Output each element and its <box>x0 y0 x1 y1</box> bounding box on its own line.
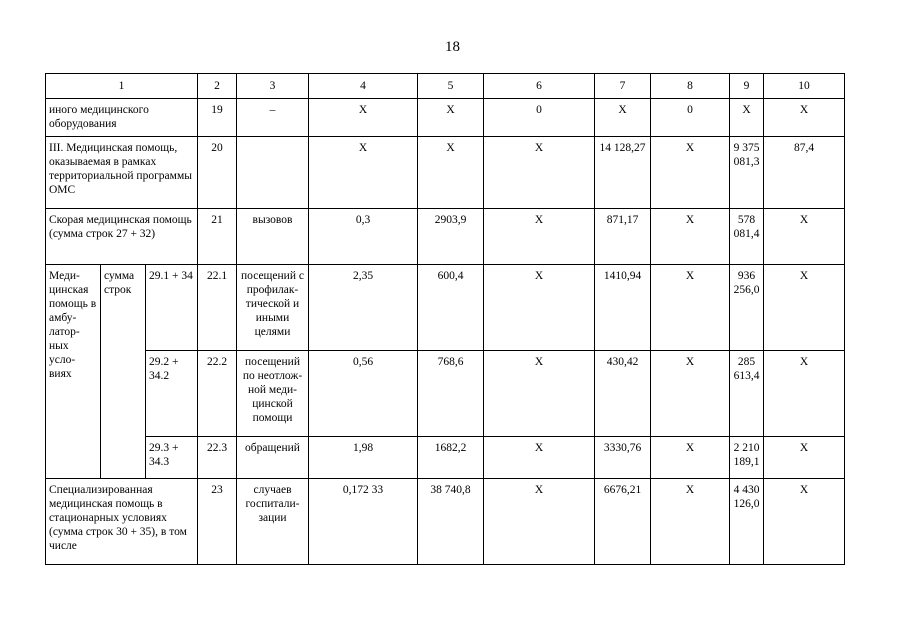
row-sum-ref: 29.2 + 34.2 <box>146 351 198 437</box>
row-line-number: 21 <box>198 209 237 265</box>
header-cell-5: 5 <box>418 74 484 99</box>
cell-col-9: 2 210 189,1 <box>730 437 764 479</box>
cell-col-5: 1682,2 <box>418 437 484 479</box>
cell-col-4: 0,3 <box>309 209 418 265</box>
cell-col-10: 87,4 <box>764 137 845 209</box>
cell-col-8: X <box>651 437 730 479</box>
table-row-22-2 <box>46 351 845 437</box>
cell-col-9: X <box>730 99 764 137</box>
cell-col-5: 38 740,8 <box>418 479 484 565</box>
row-sum-ref: 29.3 + 34.3 <box>146 437 198 479</box>
cell-col-4: X <box>309 99 418 137</box>
row-name: III. Медицинская помощь, оказываемая в рамках территориальной программы ОМС <box>46 137 198 209</box>
row-line-number: 19 <box>198 99 237 137</box>
row-line-number: 22.3 <box>198 437 237 479</box>
row-unit: случаев госпитали-зации <box>237 479 309 565</box>
cell-col-6: X <box>484 137 595 209</box>
row-line-number: 22.1 <box>198 265 237 351</box>
table-row-22-3 <box>46 437 845 479</box>
row-line-number: 22.2 <box>198 351 237 437</box>
header-cell-6: 6 <box>484 74 595 99</box>
table-row-21 <box>46 209 845 265</box>
row-sum-ref: 29.1 + 34 <box>146 265 198 351</box>
row-unit: посещений по неотлож-ной меди-цинской помощи <box>237 351 309 437</box>
cell-col-10: X <box>764 437 845 479</box>
table-row-20 <box>46 137 845 209</box>
header-cell-9: 9 <box>730 74 764 99</box>
header-cell-2: 2 <box>198 74 237 99</box>
header-cell-10: 10 <box>764 74 845 99</box>
row-unit <box>237 137 309 209</box>
cell-col-10: X <box>764 479 845 565</box>
cell-col-9: 285 613,4 <box>730 351 764 437</box>
header-cell-3: 3 <box>237 74 309 99</box>
cell-col-6: X <box>484 265 595 351</box>
cell-col-6: X <box>484 209 595 265</box>
cell-col-7: 14 128,27 <box>595 137 651 209</box>
cell-col-9: 4 430 126,0 <box>730 479 764 565</box>
cell-col-4: 0,56 <box>309 351 418 437</box>
cell-col-7: 871,17 <box>595 209 651 265</box>
row-line-number: 23 <box>198 479 237 565</box>
cell-col-6: X <box>484 479 595 565</box>
row-unit: посещений с профилак-тической и иными целями <box>237 265 309 351</box>
cell-col-8: X <box>651 351 730 437</box>
header-cell-7: 7 <box>595 74 651 99</box>
header-cell-1: 1 <box>46 74 198 99</box>
cell-col-7: X <box>595 99 651 137</box>
row-line-number: 20 <box>198 137 237 209</box>
cell-col-8: X <box>651 479 730 565</box>
cell-col-6: X <box>484 437 595 479</box>
row-name: Специализированная медицинская помощь в стационарных условиях (сумма строк 30 + 35), в том числе <box>46 479 198 565</box>
cell-col-9: 936 256,0 <box>730 265 764 351</box>
cell-col-5: X <box>418 137 484 209</box>
cell-col-4: 0,172 33 <box>309 479 418 565</box>
cell-col-8: X <box>651 209 730 265</box>
page-number: 18 <box>445 39 460 55</box>
cell-col-5: 600,4 <box>418 265 484 351</box>
cell-col-8: 0 <box>651 99 730 137</box>
table-row-19 <box>46 99 845 137</box>
cell-col-5: 2903,9 <box>418 209 484 265</box>
cell-col-10: X <box>764 99 845 137</box>
row-name: Скорая медицинская помощь (сумма строк 27 + 32) <box>46 209 198 265</box>
row-unit: вызовов <box>237 209 309 265</box>
cell-col-10: X <box>764 351 845 437</box>
cell-col-5: 768,6 <box>418 351 484 437</box>
cell-col-7: 430,42 <box>595 351 651 437</box>
financial-table <box>45 73 845 565</box>
cell-col-5: X <box>418 99 484 137</box>
cell-col-9: 9 375 081,3 <box>730 137 764 209</box>
cell-col-7: 3330,76 <box>595 437 651 479</box>
table-row-22-1 <box>46 265 845 351</box>
cell-col-8: X <box>651 137 730 209</box>
cell-col-4: 1,98 <box>309 437 418 479</box>
cell-col-10: X <box>764 209 845 265</box>
row-group-sum-label: сумма строк <box>101 265 146 479</box>
cell-col-6: 0 <box>484 99 595 137</box>
cell-col-7: 1410,94 <box>595 265 651 351</box>
cell-col-6: X <box>484 351 595 437</box>
header-row <box>46 74 845 99</box>
row-group-name: Меди-цинская помощь в амбу-латор-ных усло-виях <box>46 265 101 479</box>
header-cell-8: 8 <box>651 74 730 99</box>
cell-col-10: X <box>764 265 845 351</box>
table-row-23 <box>46 479 845 565</box>
row-name: иного медицинского оборудования <box>46 99 198 137</box>
cell-col-8: X <box>651 265 730 351</box>
header-cell-4: 4 <box>309 74 418 99</box>
cell-col-9: 578 081,4 <box>730 209 764 265</box>
cell-col-7: 6676,21 <box>595 479 651 565</box>
row-unit: – <box>237 99 309 137</box>
cell-col-4: 2,35 <box>309 265 418 351</box>
cell-col-4: X <box>309 137 418 209</box>
row-unit: обращений <box>237 437 309 479</box>
